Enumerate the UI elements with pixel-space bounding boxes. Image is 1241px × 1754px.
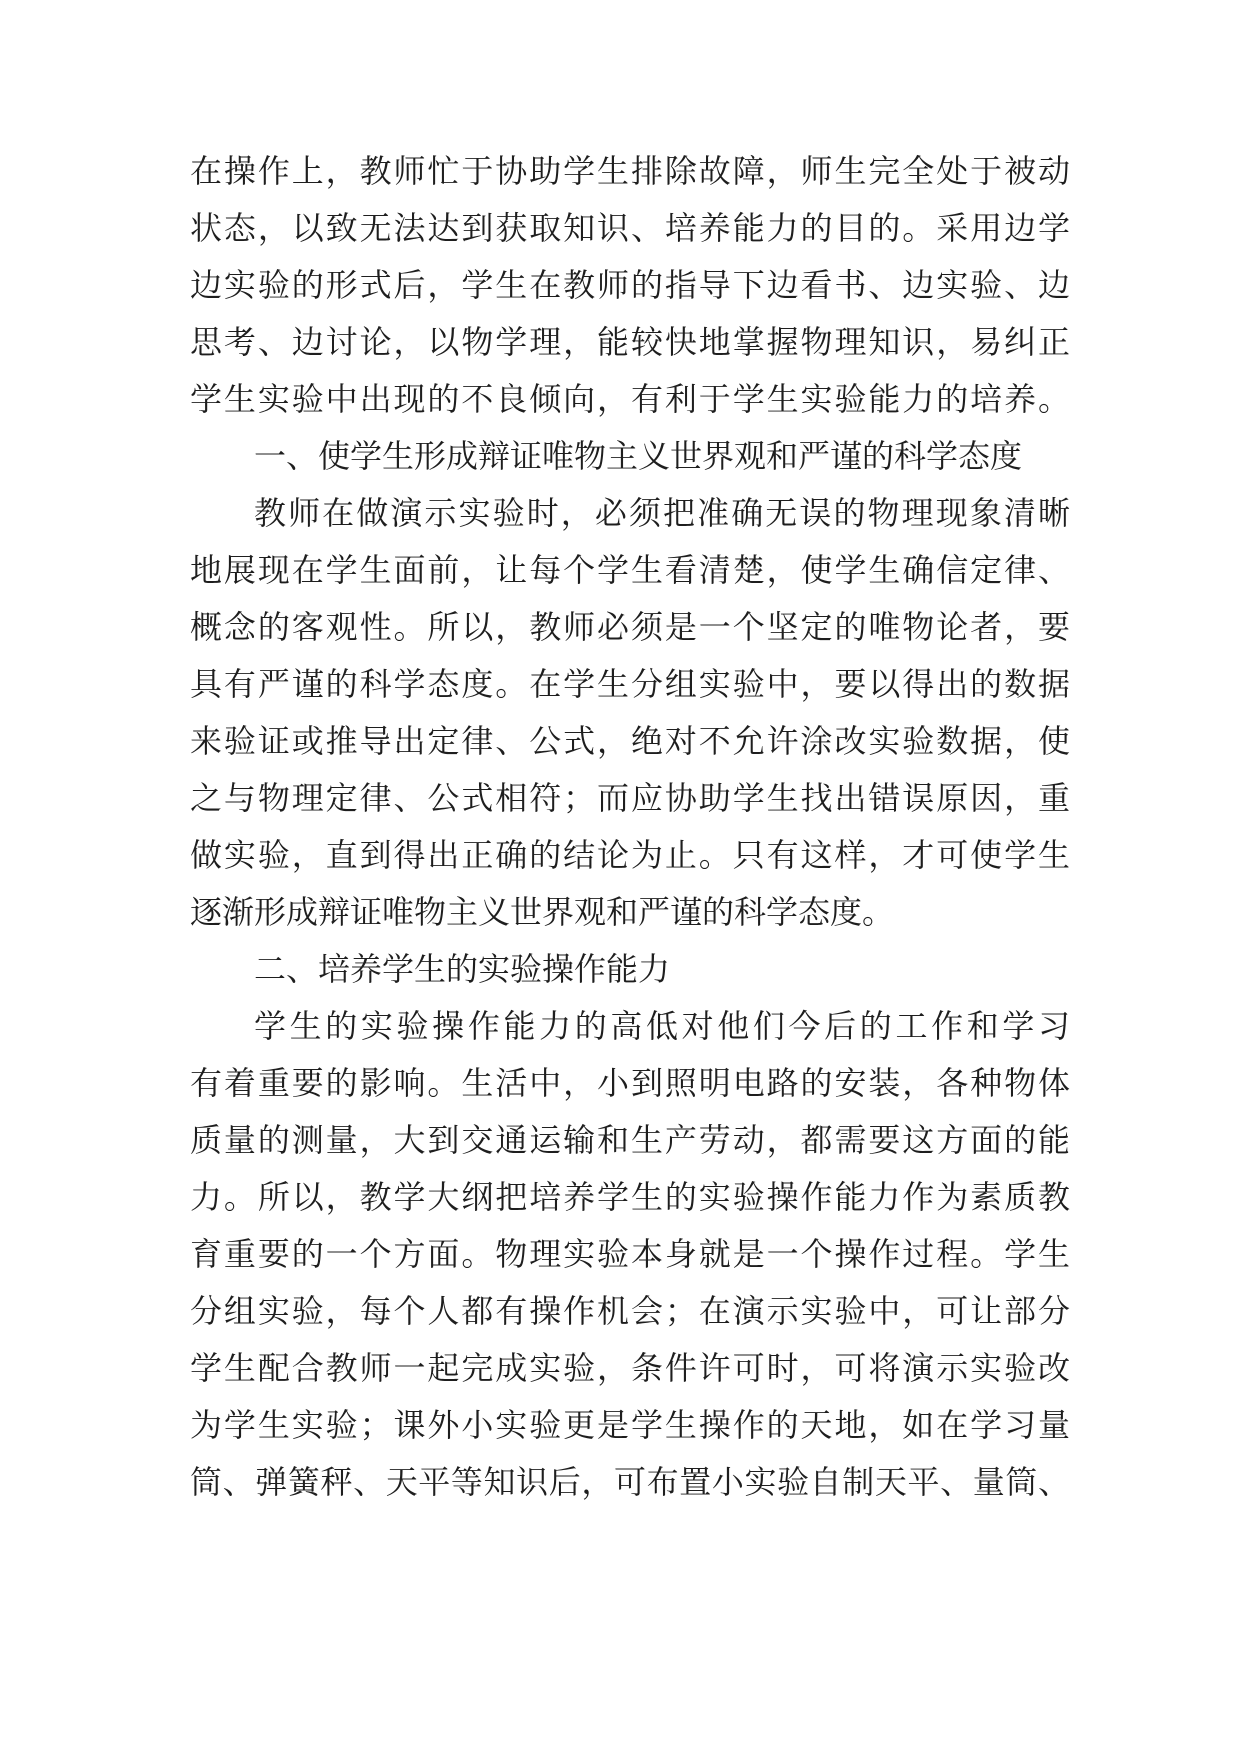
- text-line: 力。所以，教学大纲把培养学生的实验操作能力作为素质教: [190, 1178, 1070, 1216]
- text-line: 教师在做演示实验时，必须把准确无误的物理现象清晰: [254, 494, 1070, 532]
- text-line: 逐渐形成辩证唯物主义世界观和严谨的科学态度。: [190, 893, 895, 931]
- section-heading-1: 一、使学生形成辩证唯物主义世界观和严谨的科学态度: [254, 437, 1023, 475]
- text-line: 质量的测量，大到交通运输和生产劳动，都需要这方面的能: [190, 1121, 1070, 1159]
- text-line: 状态，以致无法达到获取知识、培养能力的目的。采用边学: [190, 209, 1070, 247]
- text-line: 做实验，直到得出正确的结论为止。只有这样，才可使学生: [190, 836, 1070, 874]
- text-line: 学生实验中出现的不良倾向，有利于学生实验能力的培养。: [190, 380, 1070, 418]
- text-line: 分组实验，每个人都有操作机会；在演示实验中，可让部分: [190, 1292, 1070, 1330]
- text-line: 学生的实验操作能力的高低对他们今后的工作和学习: [254, 1007, 1070, 1045]
- text-line: 育重要的一个方面。物理实验本身就是一个操作过程。学生: [190, 1235, 1070, 1273]
- text-line: 在操作上，教师忙于协助学生排除故障，师生完全处于被动: [190, 152, 1070, 190]
- text-line: 具有严谨的科学态度。在学生分组实验中，要以得出的数据: [190, 665, 1070, 703]
- text-line: 为学生实验；课外小实验更是学生操作的天地，如在学习量: [190, 1406, 1070, 1444]
- section-heading-2: 二、培养学生的实验操作能力: [254, 950, 671, 988]
- text-line: 之与物理定律、公式相符；而应协助学生找出错误原因，重: [190, 779, 1070, 817]
- text-line: 有着重要的影响。生活中，小到照明电路的安装，各种物体: [190, 1064, 1070, 1102]
- text-line: 来验证或推导出定律、公式，绝对不允许涂改实验数据，使: [190, 722, 1070, 760]
- text-line: 学生配合教师一起完成实验，条件许可时，可将演示实验改: [190, 1349, 1070, 1387]
- text-line: 概念的客观性。所以，教师必须是一个坚定的唯物论者，要: [190, 608, 1070, 646]
- text-line: 筒、弹簧秤、天平等知识后，可布置小实验自制天平、量筒、: [190, 1463, 1070, 1501]
- text-line: 边实验的形式后，学生在教师的指导下边看书、边实验、边: [190, 266, 1070, 304]
- text-line: 地展现在学生面前，让每个学生看清楚，使学生确信定律、: [190, 551, 1070, 589]
- text-line: 思考、边讨论，以物学理，能较快地掌握物理知识，易纠正: [190, 323, 1070, 361]
